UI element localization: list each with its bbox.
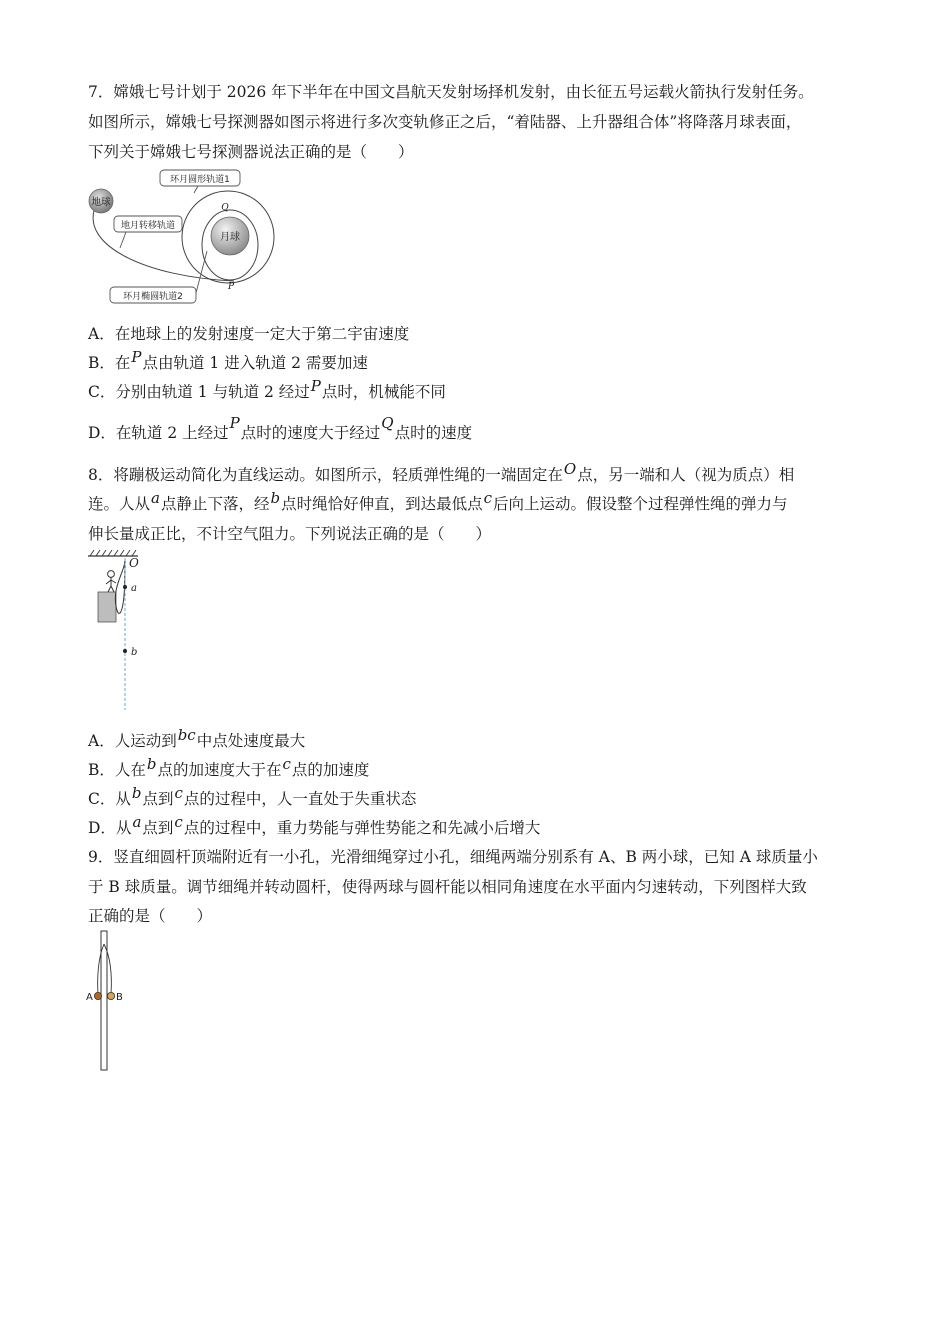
q7-option-d-text-1: D．在轨道 2 上经过 bbox=[88, 424, 229, 442]
q7-option-d[interactable] bbox=[88, 414, 878, 444]
q8-option-a[interactable] bbox=[88, 726, 878, 752]
point-o-label: O bbox=[129, 556, 139, 570]
q8-stem-var-o: O bbox=[563, 460, 577, 478]
q7-stem-line-2: 如图所示，嫦娥七号探测器如图示将进行多次变轨修正之后，“着陆器、上升器组合体”将降落月球表面， bbox=[88, 113, 802, 131]
q7-option-c[interactable] bbox=[88, 377, 878, 403]
transfer-label: 地月转移轨道 bbox=[120, 221, 176, 231]
q9-rod-figure bbox=[84, 928, 134, 1074]
orbit-2-label: 环月椭圆轨道2 bbox=[123, 292, 183, 302]
ball-a bbox=[94, 992, 101, 999]
q7-option-c-var: P bbox=[310, 377, 321, 395]
q8-option-c-text-3: 点的过程中，人一直处于失重状态 bbox=[183, 790, 417, 808]
orbit-1-pointer bbox=[194, 186, 198, 193]
q7-option-c-text-2: 点时，机械能不同 bbox=[321, 383, 446, 401]
q8-stem-text-3: 连。人从 bbox=[88, 495, 151, 513]
person-body bbox=[106, 577, 116, 592]
q9-stem-line-2: 于 B 球质量。调节细绳并转动圆杆，使得两球与圆杆能以相同角速度在水平面内匀速转动，下列图样大致 bbox=[88, 878, 807, 896]
point-b-dot bbox=[123, 649, 127, 653]
transfer-pointer bbox=[120, 232, 126, 248]
q8-option-c-text-2: 点到 bbox=[142, 790, 174, 808]
q7-option-b[interactable] bbox=[88, 348, 878, 374]
q8-stem-text-2: 点，另一端和人（视为质点）相 bbox=[577, 466, 795, 484]
q8-option-d-text-1: D．从 bbox=[88, 819, 132, 837]
q8-option-c-var-2: c bbox=[174, 784, 183, 802]
q7-option-d-text-3: 点时的速度 bbox=[394, 424, 473, 442]
q8-option-b-text-2: 点的加速度大于在 bbox=[157, 761, 282, 779]
q7-option-c-text-1: C．分别由轨道 1 与轨道 2 经过 bbox=[88, 383, 310, 401]
ball-a-label: A bbox=[86, 992, 93, 1003]
q9-stem-line-1: 9．竖直细圆杆顶端附近有一小孔，光滑细绳穿过小孔，细绳两端分别系有 A、B 两小球，已知 A 球质量小 bbox=[88, 848, 818, 866]
q7-option-b-text-2: 点由轨道 1 进入轨道 2 需要加速 bbox=[142, 354, 368, 372]
q8-stem-line-3: 伸长量成正比，不计空气阻力。下列说法正确的是（ ） bbox=[88, 525, 492, 543]
jump-platform bbox=[98, 592, 116, 622]
q7-option-b-text-1: B．在 bbox=[88, 354, 131, 372]
q8-option-b-text-3: 点的加速度 bbox=[291, 761, 370, 779]
q8-bungee-figure bbox=[86, 546, 156, 712]
q7-option-b-var: P bbox=[131, 348, 142, 366]
person-head bbox=[108, 571, 115, 578]
q7-option-a[interactable]: A．在地球上的发射速度一定大于第二宇宙速度 bbox=[88, 325, 410, 343]
q8-option-a-text-2: 中点处速度最大 bbox=[196, 732, 306, 750]
q8-option-b-var-1: b bbox=[146, 755, 157, 773]
point-b-label: b bbox=[131, 647, 138, 658]
q8-stem-var-c: c bbox=[483, 489, 493, 507]
q7-option-d-var-2: Q bbox=[381, 414, 394, 432]
q7-stem-line-1: 7．嫦娥七号计划于 2026 年下半年在中国文昌航天发射场择机发射，由长征五号运载火箭执行发射任务。 bbox=[88, 83, 814, 101]
point-p-label: P bbox=[227, 282, 235, 292]
point-a-label: a bbox=[131, 583, 137, 594]
q8-option-c-text-1: C．从 bbox=[88, 790, 131, 808]
q8-stem-text-5: 点时绳恰好伸直，到达最低点 bbox=[281, 495, 483, 513]
q7-stem-line-3: 下列关于嫦娥七号探测器说法正确的是（ ） bbox=[88, 143, 414, 161]
earth-label: 地球 bbox=[91, 197, 111, 208]
q8-option-d-text-2: 点到 bbox=[142, 819, 174, 837]
q8-stem-text-4: 点静止下落，经 bbox=[160, 495, 270, 513]
moon-label: 月球 bbox=[220, 232, 240, 243]
q8-option-d[interactable] bbox=[88, 813, 878, 839]
q8-option-a-var: bc bbox=[177, 726, 196, 744]
q8-stem-var-a: a bbox=[151, 489, 160, 507]
point-q-label: Q bbox=[221, 203, 229, 213]
point-a-dot bbox=[123, 585, 127, 589]
q9-stem-line-3: 正确的是（ ） bbox=[88, 907, 213, 925]
q7-option-d-var-1: P bbox=[229, 414, 240, 432]
q8-option-b[interactable] bbox=[88, 755, 878, 781]
q8-stem-text-1: 8．将蹦极运动简化为直线运动。如图所示，轻质弹性绳的一端固定在 bbox=[88, 466, 563, 484]
q8-stem-var-b: b bbox=[270, 489, 281, 507]
q8-option-d-text-3: 点的过程中，重力势能与弹性势能之和先减小后增大 bbox=[183, 819, 541, 837]
q7-option-d-text-2: 点时的速度大于经过 bbox=[240, 424, 381, 442]
q8-stem-line-1 bbox=[88, 460, 878, 486]
q8-option-a-text-1: A．人运动到 bbox=[88, 732, 177, 750]
ball-b bbox=[107, 992, 114, 999]
q8-stem-line-2 bbox=[88, 489, 878, 515]
q8-option-b-var-2: c bbox=[282, 755, 291, 773]
vertical-rod bbox=[101, 931, 107, 1070]
q8-option-d-var-1: a bbox=[132, 813, 142, 831]
q8-option-b-text-1: B．人在 bbox=[88, 761, 146, 779]
q8-option-d-var-2: c bbox=[174, 813, 183, 831]
q8-option-c-var-1: b bbox=[131, 784, 142, 802]
q7-orbit-figure bbox=[86, 165, 278, 307]
q8-stem-text-6: 后向上运动。假设整个过程弹性绳的弹力与 bbox=[493, 495, 788, 513]
ball-b-label: B bbox=[116, 992, 123, 1003]
orbit-1-label: 环月圆形轨道1 bbox=[170, 175, 230, 185]
q8-option-c[interactable] bbox=[88, 784, 878, 810]
